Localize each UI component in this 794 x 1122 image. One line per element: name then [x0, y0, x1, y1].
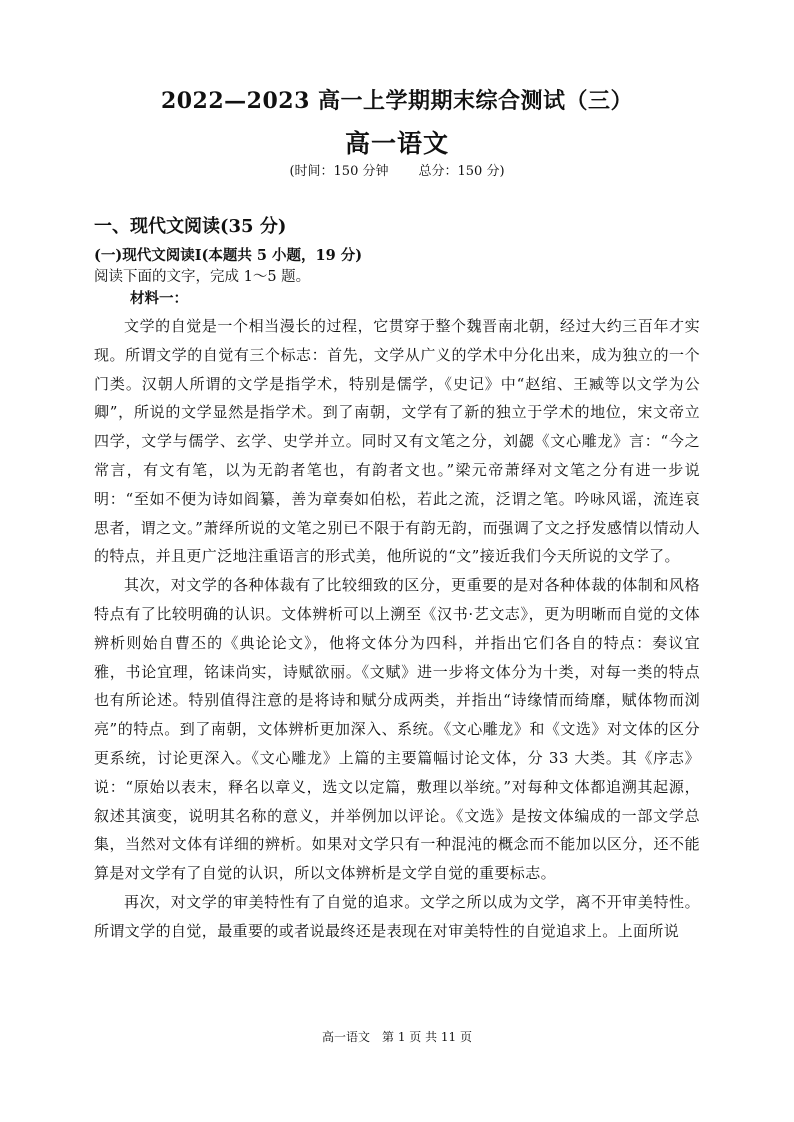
passage-paragraph-2: 其次，对文学的各种体裁有了比较细致的区分，更重要的是对各种体裁的体制和风格特点有了比较明确的认识。文体辨析可以上溯至《汉书·艺文志》，更为明晰而自觉的文体辨析则始自曹丕的《典论论文》，他将文体分为四科，并指出它们各自的特点：奏议宜雅，书论宜理，铭诔尚实，诗赋欲丽。《文赋》进一步将文体分为十类，对每一类的特点也有所论述。特别值得注意的是将诗和赋分成两类，并指出“诗缘情而绮靡，赋体物而浏亮”的特点。到了南朝，文体辨析更加深入、系统。《文心雕龙》和《文选》对文体的区分更系统，讨论更深入。《文心雕龙》上篇的主要篇幅讨论文体，分 33 大类。其《序志》说：“原始以表末，释名以章义，选文以定篇，敷理以举统。”对每种文体都追溯其起源，叙述其演变，说明其名称的意义，并举例加以评论。《文选》是按文体编成的一部文学总集，当然对文体有详细的辨析。如果对文学只有一种混沌的概念而不能加以区分，还不能算是对文学有了自觉的认识，所以文体辨析是文学自觉的重要标志。 [94, 576, 700, 883]
exam-title: 2022—2023 高一上学期期末综合测试（三） [160, 88, 634, 114]
exam-time: (时间：150 分钟 [289, 164, 389, 179]
passage-body [94, 312, 700, 946]
subject-title: 高一语文 [344, 129, 449, 158]
exam-meta [0, 160, 794, 179]
section-heading: 一、现代文阅读(35 分) [94, 216, 287, 237]
passage-paragraph-1: 文学的自觉是一个相当漫长的过程，它贯穿于整个魏晋南北朝，经过大约三百年才实现。所谓文学的自觉有三个标志：首先，文学从广义的学术中分化出来，成为独立的一个门类。汉朝人所谓的文学是指学术，特别是儒学，《史记》中“赵绾、王臧等以文学为公卿”，所说的文学显然是指学术。到了南朝，文学有了新的独立于学术的地位，宋文帝立四学，文学与儒学、玄学、史学并立。同时又有文笔之分，刘勰《文心雕龙》言：“今之常言，有文有笔，以为无韵者笔也，有韵者文也。”梁元帝萧绎对文笔之分有进一步说明：“至如不便为诗如阎纂，善为章奏如伯松，若此之流，泛谓之笔。吟咏风谣，流连哀思者，谓之文。”萧绎所说的文笔之别已不限于有韵无韵，而强调了文之抒发感情以情动人的特点，并且更广泛地注重语言的形式美，他所说的“文”接近我们今天所说的文学了。 [94, 317, 700, 566]
page-footer: 高一语文 第 1 页 共 11 页 [322, 1030, 472, 1044]
exam-score: 总分：150 分) [418, 164, 505, 179]
subsection-heading: (一)现代文阅读Ⅰ(本题共 5 小题，19 分) [94, 247, 363, 264]
passage-paragraph-3: 再次，对文学的审美特性有了自觉的追求。文学之所以成为文学，离不开审美特性。所谓文学的自觉，最重要的或者说最终还是表现在对审美特性的自觉追求上。上面所说 [94, 892, 700, 940]
reading-instruction: 阅读下面的文字，完成 1～5 题。 [94, 269, 311, 285]
material-label: 材料一： [130, 290, 188, 307]
